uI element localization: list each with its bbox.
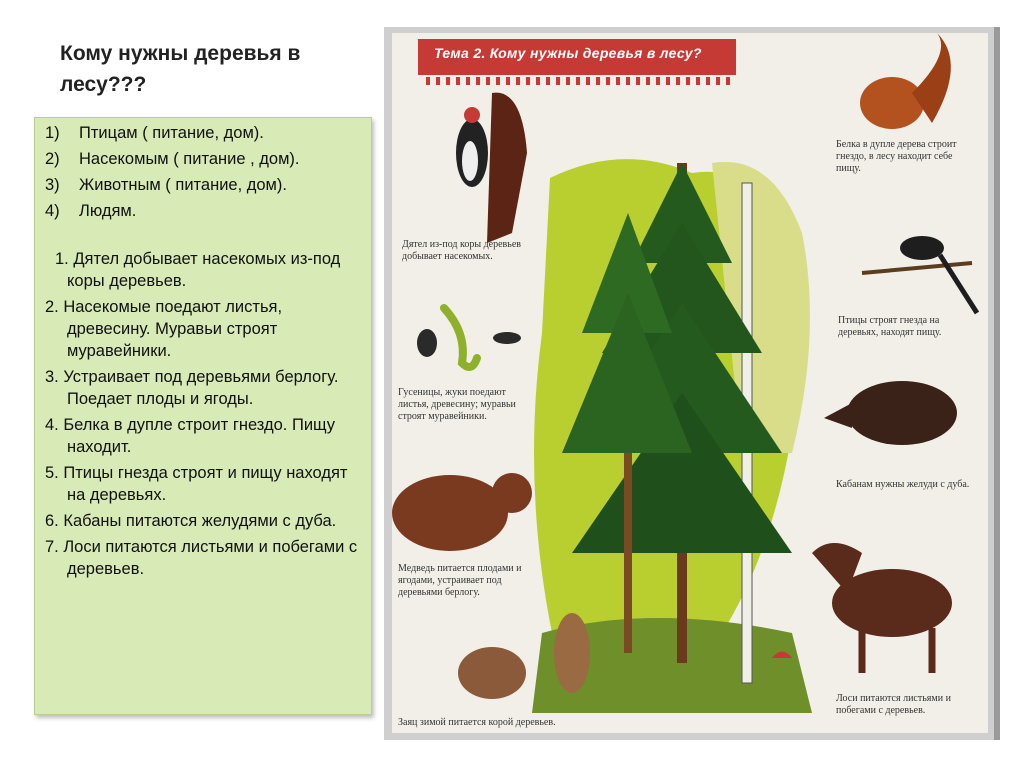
caption-bear: Медведь питается плодами и ягодами, устраивает под деревьями берлогу. (398, 563, 522, 598)
hare-standing-icon (554, 613, 590, 693)
textbook-page (392, 33, 988, 733)
list-text: Насекомым ( питание , дом). (79, 150, 300, 168)
caption-moose: Лоси питаются листьями и побегами с деревьев. (836, 693, 951, 716)
caption-birds: Птицы строят гнезда на деревьях, находят пищу. (838, 315, 942, 338)
list-item (35, 200, 371, 222)
boar-icon (847, 381, 957, 445)
ant-icon (493, 332, 521, 344)
fact-item: 2. Насекомые поедают листья, древесину. Муравьи строят муравейники. (45, 298, 283, 360)
slide-title: Кому нужны деревья в лесу??? (60, 42, 301, 96)
magpie-icon (900, 236, 944, 260)
hare-icon (458, 647, 526, 699)
textbook-page-photo (384, 27, 1000, 740)
boar-snout (824, 403, 852, 428)
facts-list (35, 248, 371, 580)
page-edge (994, 27, 1000, 740)
list-item (35, 148, 371, 170)
list-number: 3) (45, 176, 60, 194)
caption-woodpecker: Дятел из-под коры деревьев добывает насекомых. (402, 239, 521, 262)
woodpecker-tree (487, 93, 527, 243)
fact-item: 1. Дятел добывает насекомых из-под коры деревьев. (55, 250, 341, 290)
squirrel-icon (860, 77, 924, 129)
woodpecker-head (464, 107, 480, 123)
caterpillar-icon (444, 308, 477, 367)
woodpecker-belly (462, 141, 478, 181)
caption-boar: Кабанам нужны желуди с дуба. (836, 479, 970, 490)
magpie-branch (862, 263, 972, 273)
text-box (34, 117, 372, 715)
list-number: 1) (45, 124, 60, 142)
list-text: Людям. (79, 202, 137, 220)
fact-item: 3. Устраивает под деревьями берлогу. Поедает плоды и ягоды. (45, 368, 339, 408)
list-text: Животным ( питание, дом). (79, 176, 287, 194)
list-number: 2) (45, 150, 60, 168)
caption-hare: Заяц зимой питается корой деревьев. (398, 717, 556, 728)
beetle-icon (417, 329, 437, 357)
list-item (35, 174, 371, 196)
beneficiaries-list (35, 122, 371, 222)
bear-icon (392, 475, 508, 551)
list-item (35, 122, 371, 144)
fact-item: 4. Белка в дупле строит гнездо. Пищу находит. (45, 416, 336, 456)
caption-insects: Гусеницы, жуки поедают листья, древесину; муравьи строят муравейники. (398, 387, 516, 422)
caption-squirrel: Белка в дупле дерева строит гнездо, в лесу находит себе пищу. (836, 139, 957, 174)
topic-banner-text: Тема 2. Кому нужны деревья в лесу? (434, 45, 702, 61)
list-text: Птицам ( питание, дом). (79, 124, 264, 142)
fact-item: 5. Птицы гнезда строят и пищу находят на деревьях. (45, 464, 348, 504)
bear-head (492, 473, 532, 513)
fact-item: 6. Кабаны питаются желудями с дуба. (45, 512, 337, 530)
fact-item: 7. Лоси питаются листьями и побегами с деревьев. (45, 538, 358, 578)
list-number: 4) (45, 202, 60, 220)
forest-illustration (392, 33, 988, 733)
